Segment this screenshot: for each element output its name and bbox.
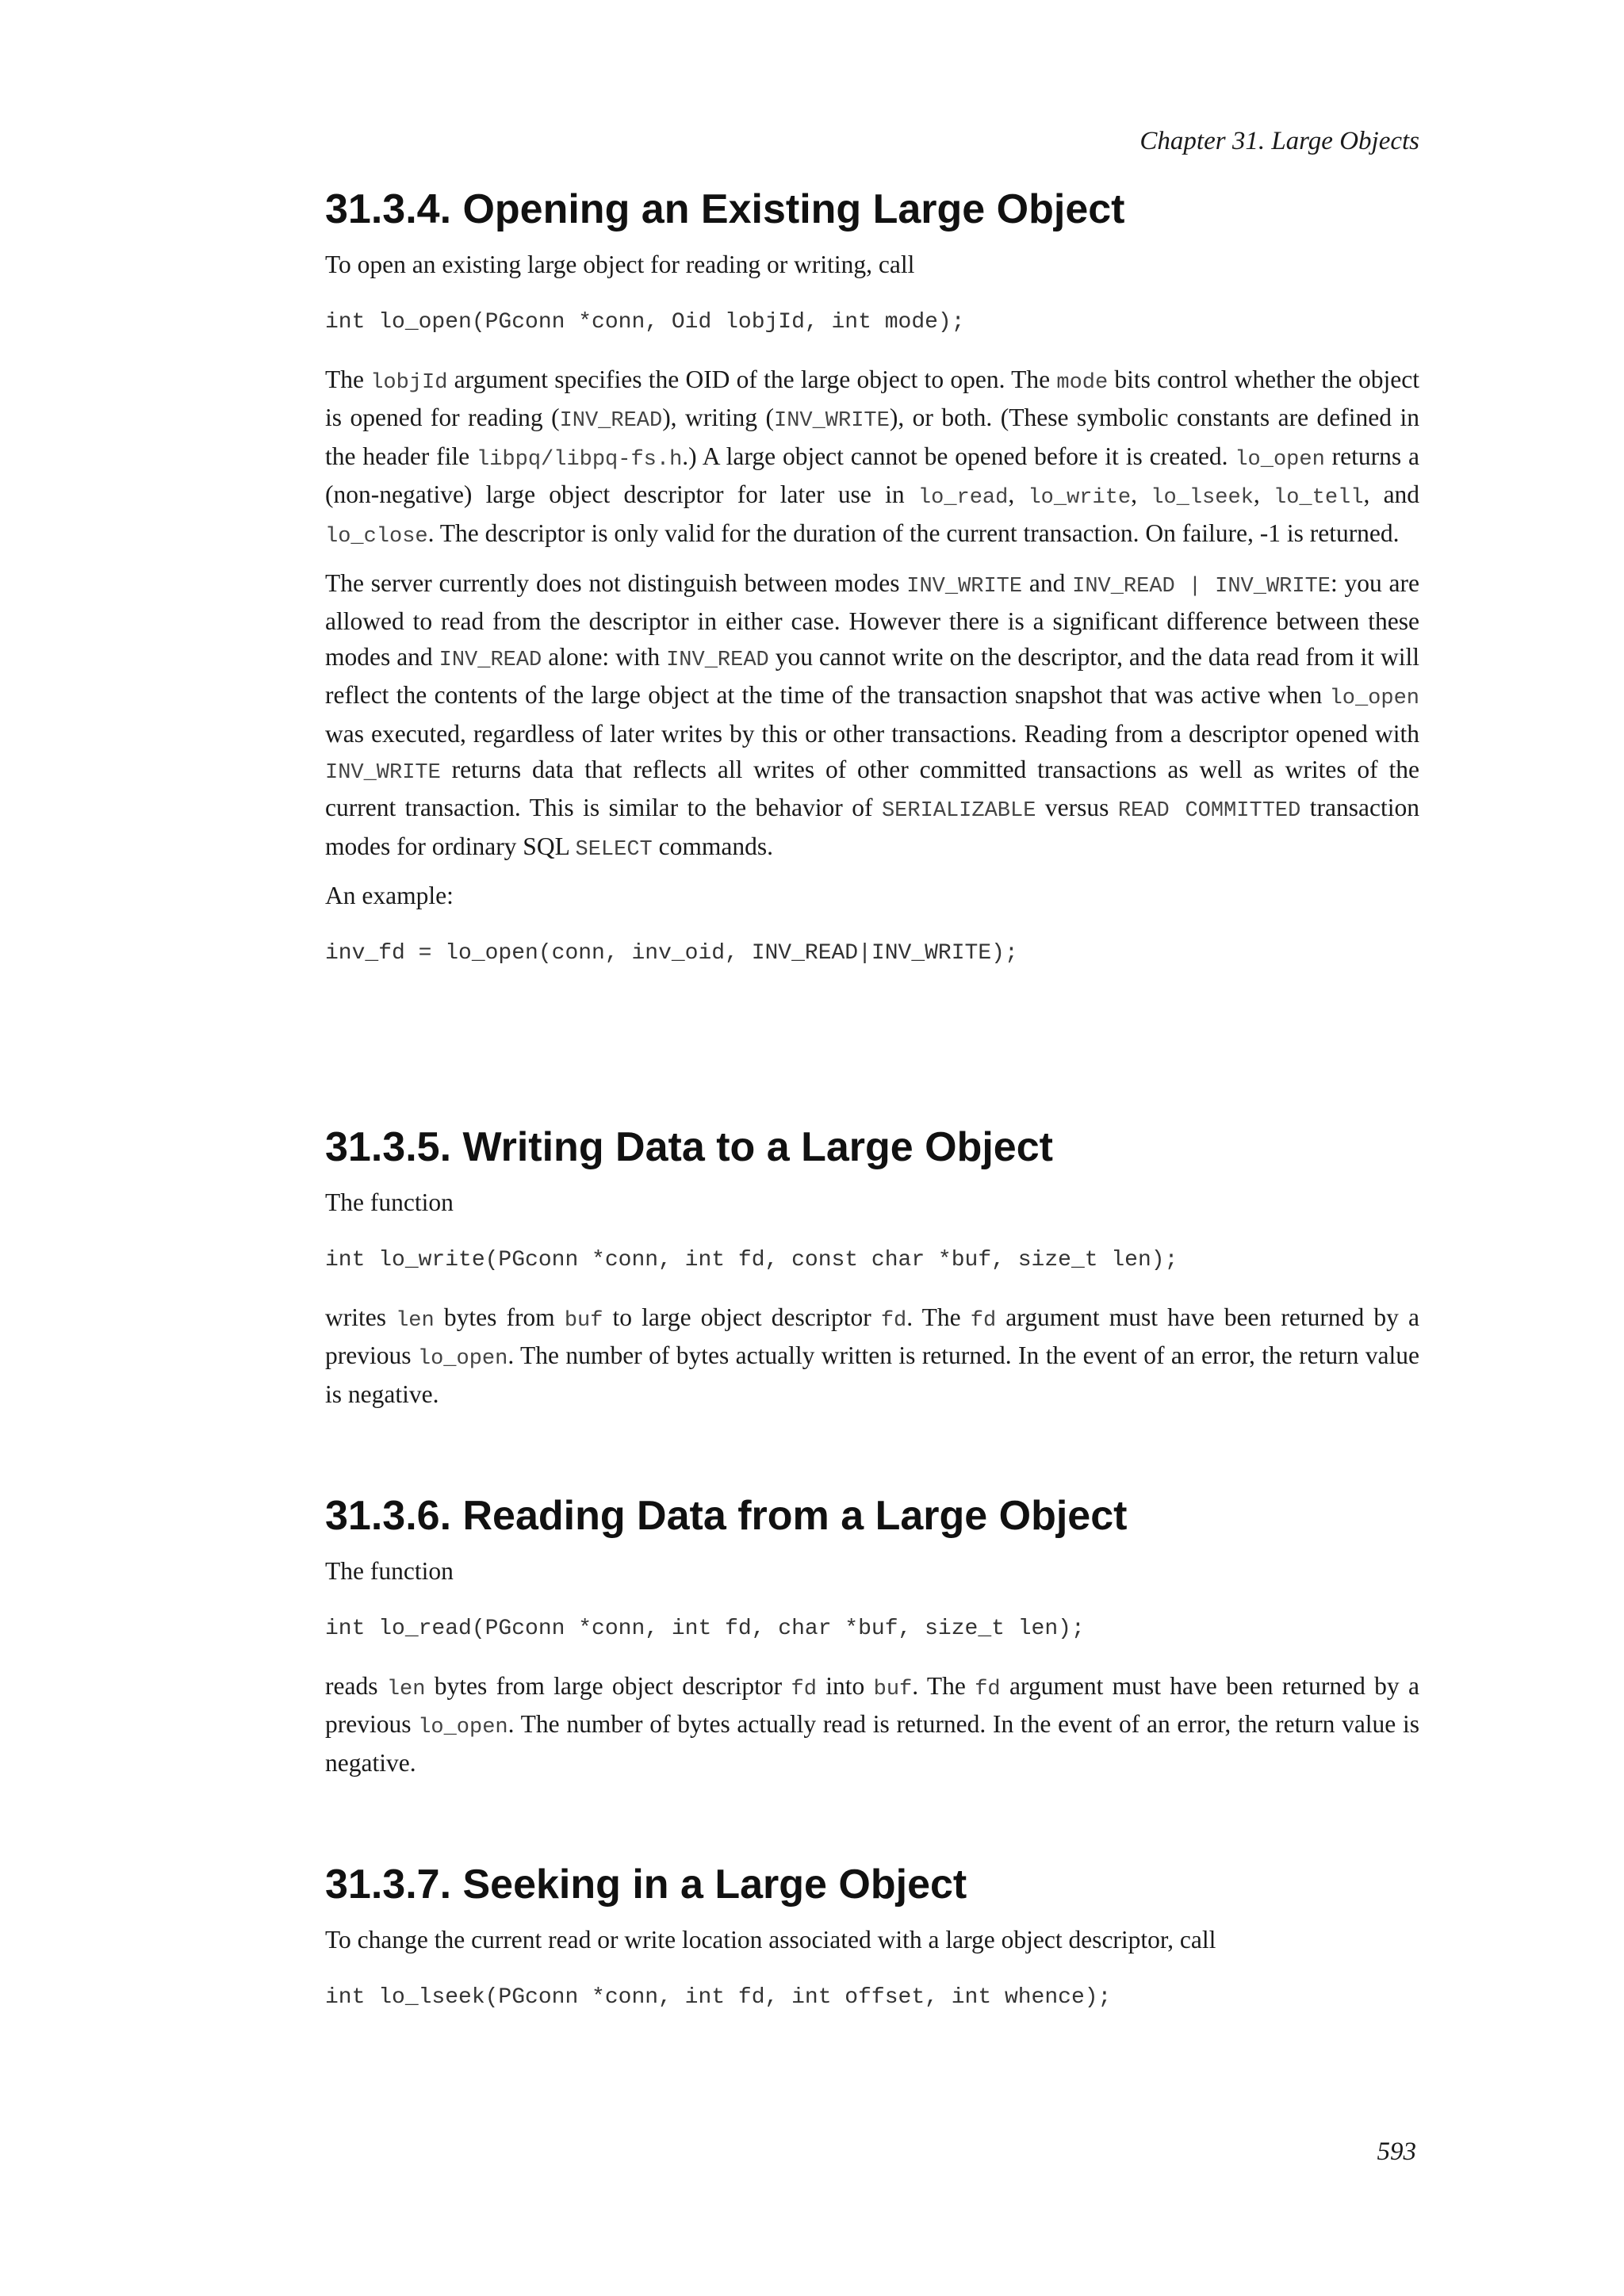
text-run: was executed, regardless of later writes by this or other transactions. Reading from a descriptor opened with — [325, 719, 1419, 748]
text-run: you cannot write on the descriptor, and the data read from it will reflect the contents of the large object at the time of the transaction snapshot that was active when — [325, 642, 1420, 710]
inline-code: buf — [873, 1677, 913, 1701]
text-run: commands. — [652, 832, 773, 860]
inline-code: INV_WRITE — [906, 574, 1023, 599]
text-run: transaction modes for ordinary SQL — [325, 794, 1419, 860]
inline-code: mode — [1056, 370, 1109, 395]
section-writing-data — [325, 1122, 1419, 1412]
text-run: returns a (non-negative) large object descriptor for later use in — [325, 442, 1419, 509]
inline-code: len — [386, 1677, 426, 1701]
page-number: 593 — [1377, 2137, 1416, 2166]
inline-code: INV_READ — [439, 648, 542, 672]
text-run: . The number of bytes actually read is returned. In the event of an error, the return value is negative. — [325, 1710, 1420, 1777]
inline-code: lo_tell — [1274, 486, 1364, 511]
section-heading: 31.3.6. Reading Data from a Large Object — [325, 1493, 1128, 1539]
section-seeking — [325, 1859, 1419, 2038]
inline-code: lo_open — [1329, 687, 1419, 711]
inline-code: lo_read — [917, 486, 1009, 511]
text-run: alone: with — [542, 642, 667, 671]
text-run: , — [1253, 480, 1274, 509]
text-run: bytes from — [434, 1303, 565, 1331]
text-run: argument specifies the OID of the large object to open. The — [447, 365, 1057, 393]
inline-code: fd — [975, 1677, 1001, 1701]
section-reading-data — [325, 1490, 1419, 1781]
intro-paragraph: The function — [325, 1557, 454, 1585]
intro-paragraph: To open an existing large object for reading or writing, call — [325, 251, 915, 278]
section-opening-large-object — [325, 184, 1419, 993]
inline-code: lo_close — [325, 524, 428, 549]
text-run: . The number of bytes actually written is returned. In the event of an error, the return value is negative. — [325, 1341, 1419, 1408]
section-heading: 31.3.4. Opening an Existing Large Object — [325, 186, 1125, 232]
section-heading: 31.3.5. Writing Data to a Large Object — [325, 1124, 1053, 1170]
text-run: The server currently does not distinguish between modes — [325, 568, 907, 597]
inline-code: fd — [970, 1308, 997, 1333]
inline-code: INV_WRITE — [325, 760, 441, 785]
text-run: . The — [912, 1671, 975, 1700]
text-run: into — [816, 1671, 874, 1700]
inline-code: lo_open — [418, 1716, 508, 1740]
body-paragraph — [325, 362, 1419, 555]
text-run: . The — [906, 1303, 971, 1331]
text-run: versus — [1036, 794, 1118, 822]
running-head: Chapter 31. Large Objects — [1139, 127, 1419, 155]
text-run: reads — [325, 1671, 387, 1700]
body-paragraph — [325, 566, 1419, 868]
code-signature: int lo_write(PGconn *conn, int fd, const char *buf, size_t len); — [325, 1247, 1178, 1272]
inline-code: lo_open — [417, 1347, 508, 1372]
text-run: to large object descriptor — [603, 1303, 881, 1331]
intro-paragraph: The function — [325, 1188, 454, 1216]
inline-code: INV_READ — [559, 409, 663, 434]
text-run: : you are allowed to read from the descriptor in either case. However there is a significant difference between these modes and — [325, 568, 1419, 671]
inline-code: fd — [880, 1308, 907, 1333]
intro-paragraph: To change the current read or write location associated with a large object descriptor, call — [325, 1926, 1216, 1954]
text-run: argument must have been returned by a previous — [325, 1671, 1420, 1739]
code-example: inv_fd = lo_open(conn, inv_oid, INV_READ|INV_WRITE); — [325, 940, 1018, 966]
inline-code: lo_open — [1235, 447, 1325, 472]
text-run: . The descriptor is only valid for the duration of the current transaction. On failure, -1 is returned. — [427, 519, 1400, 547]
inline-code: READ COMMITTED — [1117, 799, 1301, 824]
code-signature: int lo_open(PGconn *conn, Oid lobjId, int mode); — [325, 309, 965, 335]
text-run: ), or both. (These symbolic constants are defined in the header file — [325, 404, 1419, 470]
text-run: bytes from large object descriptor — [425, 1671, 791, 1700]
text-run: writes — [325, 1303, 396, 1331]
example-label: An example: — [325, 882, 454, 910]
text-run: , and — [1363, 480, 1420, 509]
text-run: argument must have been returned by a previous — [325, 1303, 1420, 1370]
body-paragraph — [325, 1300, 1419, 1413]
inline-code: INV_WRITE — [774, 409, 890, 434]
inline-code: SERIALIZABLE — [881, 799, 1036, 824]
text-run: and — [1022, 568, 1073, 597]
inline-code: SELECT — [575, 837, 653, 862]
text-run: , — [1131, 480, 1151, 509]
inline-code: INV_READ — [666, 648, 769, 672]
text-run: returns data that reflects all writes of other committed transactions as well as writes of the current transaction. This is similar to the behavior of — [325, 755, 1419, 822]
text-run: ), writing ( — [662, 404, 774, 432]
inline-code: lobjId — [370, 370, 448, 395]
inline-code: libpq/libpq-fs.h — [477, 447, 683, 472]
inline-code: fd — [791, 1677, 817, 1701]
section-heading: 31.3.7. Seeking in a Large Object — [325, 1862, 967, 1908]
inline-code: INV_READ | INV_WRITE — [1072, 574, 1331, 599]
body-paragraph — [325, 1669, 1419, 1781]
text-run: The — [325, 365, 371, 393]
inline-code: buf — [564, 1308, 603, 1333]
text-run: , — [1008, 480, 1028, 509]
text-run: .) A large object cannot be opened before it is created. — [682, 442, 1235, 470]
inline-code: lo_write — [1028, 486, 1132, 511]
code-signature: int lo_lseek(PGconn *conn, int fd, int offset, int whence); — [325, 1984, 1112, 2010]
inline-code: lo_lseek — [1151, 486, 1254, 511]
inline-code: len — [396, 1308, 435, 1333]
text-run: bits control whether the object is opened for reading ( — [325, 365, 1419, 432]
code-signature: int lo_read(PGconn *conn, int fd, char *buf, size_t len); — [325, 1616, 1085, 1641]
